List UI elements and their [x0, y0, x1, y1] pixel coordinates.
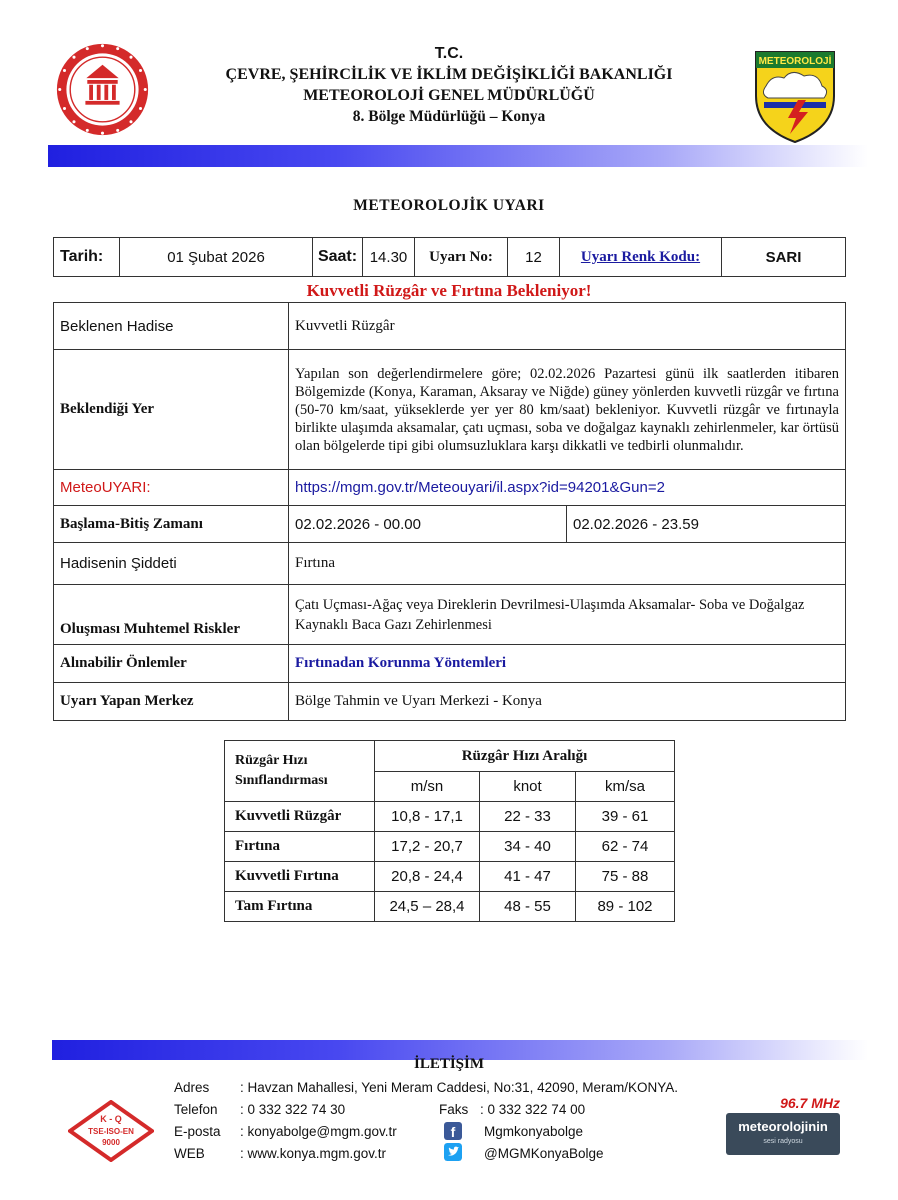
fax-label: Faks: [439, 1102, 469, 1117]
radio-subtitle: sesi radyosu: [763, 1138, 803, 1145]
meteo-warning-label: MeteoUYARI:: [54, 470, 289, 506]
cert-line1: K - Q: [100, 1114, 122, 1124]
header-ministry: ÇEVRE, ŞEHİRCİLİK VE İKLİM DEĞİŞİKLİĞİ BAKANLIĞI: [225, 66, 673, 83]
radio-frequency: 96.7 MHz: [780, 1095, 840, 1111]
measures-label: Alınabilir Önlemler: [54, 645, 289, 683]
info-table: [53, 237, 846, 277]
address-label: Adres: [174, 1080, 210, 1095]
web-label: WEB: [174, 1146, 205, 1161]
tse-iso-certificate-logo: [68, 1100, 154, 1162]
web-value[interactable]: : www.konya.mgm.gov.tr: [240, 1146, 387, 1161]
color-code-label: Uyarı Renk Kodu:: [560, 238, 722, 277]
wind-range-header: Rüzgâr Hızı Aralığı: [375, 741, 675, 772]
wind-cell: 39 - 61: [576, 802, 675, 832]
wind-col-header: km/sa: [576, 772, 675, 802]
radio-name: meteorolojinin: [738, 1119, 828, 1134]
twitter-handle[interactable]: @MGMKonyaBolge: [484, 1146, 604, 1161]
wind-cell: 17,2 - 20,7: [375, 832, 480, 862]
location-value: Yapılan son değerlendirmelere göre; 02.02.2026 Pazartesi günü ilk saatlerden itibaren Bölgemizde (Konya, Karaman, Aksaray ve Niğde) güney yönlerden kuvvetli rüzgâr ve fırtına (50-70 km/saat, yükseklerde yer yer 80 km/saat) bekleniyor. Kuvvetli rüzgâr ve fırtınayla birlikte ulaşımda aksamalar, çatı uçması, soba ve doğalgaz kaynaklı zehirlenmeler, kar örtüsü olan bölgelerde tipi gibi olumsuzluklara karşı dikkatli ve tedbirli olunmalıdır.: [289, 350, 846, 470]
address-value: : Havzan Mahallesi, Yeni Meram Caddesi, No:31, 42090, Meram/KONYA.: [240, 1080, 678, 1095]
wind-cell: 75 - 88: [576, 862, 675, 892]
wind-classification-table: [224, 740, 675, 922]
header-region: 8. Bölge Müdürlüğü – Konya: [352, 108, 546, 125]
severity-label: Hadisenin Şiddeti: [54, 543, 289, 585]
time-label: Saat:: [313, 238, 363, 277]
measures-link[interactable]: Fırtınadan Korunma Yöntemleri: [289, 645, 846, 683]
header-tc: T.C.: [434, 45, 464, 62]
wind-cell: 89 - 102: [576, 892, 675, 922]
wind-cell: 20,8 - 24,4: [375, 862, 480, 892]
fax-value: : 0 332 322 74 00: [480, 1102, 586, 1117]
event-label: Beklenen Hadise: [54, 303, 289, 350]
header-directorate: METEOROLOJİ GENEL MÜDÜRLÜĞÜ: [303, 87, 595, 104]
period-end: 02.02.2026 - 23.59: [573, 515, 699, 533]
logo-text: METEOROLOJİ: [758, 56, 832, 67]
wind-cell: 48 - 55: [480, 892, 576, 922]
wind-row-name: Kuvvetli Fırtına: [225, 862, 375, 892]
alert-headline: Kuvvetli Rüzgâr ve Fırtına Bekleniyor!: [306, 281, 592, 300]
footer-title: İLETİŞİM: [413, 1056, 485, 1072]
wind-cell: 41 - 47: [480, 862, 576, 892]
period-start: 02.02.2026 - 00.00: [289, 506, 567, 542]
wind-corner-header: Rüzgâr Hızı Sınıflandırması: [225, 741, 375, 802]
detail-table: [53, 302, 846, 721]
meteoroloji-logo: [752, 48, 838, 144]
wind-col-header: m/sn: [375, 772, 480, 802]
email-value[interactable]: : konyabolge@mgm.gov.tr: [240, 1124, 397, 1139]
wind-cell: 10,8 - 17,1: [375, 802, 480, 832]
meteo-warning-link[interactable]: https://mgm.gov.tr/Meteouyari/il.aspx?id=94201&Gun=2: [289, 470, 846, 506]
center-label: Uyarı Yapan Merkez: [54, 683, 289, 721]
wind-cell: 22 - 33: [480, 802, 576, 832]
cert-line3: 9000: [102, 1138, 120, 1147]
wind-row-name: Fırtına: [225, 832, 375, 862]
date-value: 01 Şubat 2026: [120, 238, 313, 277]
header-gradient-bar: [48, 145, 868, 167]
cert-line2: TSE-ISO-EN: [88, 1127, 134, 1136]
wind-col-header: knot: [480, 772, 576, 802]
wind-cell: 24,5 – 28,4: [375, 892, 480, 922]
phone-label: Telefon: [174, 1102, 218, 1117]
email-label: E-posta: [174, 1124, 221, 1139]
color-code-value: SARI: [722, 238, 846, 277]
facebook-handle[interactable]: Mgmkonyabolge: [484, 1124, 584, 1139]
center-value: Bölge Tahmin ve Uyarı Merkezi - Konya: [289, 683, 846, 721]
wind-row-name: Tam Fırtına: [225, 892, 375, 922]
risks-value: Çatı Uçması-Ağaç veya Direklerin Devrilmesi-Ulaşımda Aksamalar- Soba ve Doğalgaz Kaynaklı Baca Gazı Zehirlenmesi: [289, 585, 846, 645]
time-value: 14.30: [363, 238, 415, 277]
warning-no-label: Uyarı No:: [415, 238, 508, 277]
warning-no-value: 12: [508, 238, 560, 277]
document-title: METEOROLOJİK UYARI: [353, 197, 545, 214]
radio-logo: [726, 1113, 840, 1155]
period-label: Başlama-Bitiş Zamanı: [54, 506, 289, 543]
twitter-icon[interactable]: [444, 1143, 462, 1161]
phone-value: : 0 332 322 74 30: [240, 1102, 346, 1117]
severity-value: Fırtına: [289, 543, 846, 585]
event-value: Kuvvetli Rüzgâr: [289, 303, 846, 350]
wind-cell: 62 - 74: [576, 832, 675, 862]
facebook-icon[interactable]: f: [444, 1122, 462, 1140]
risks-label: Oluşması Muhtemel Riskler: [54, 585, 289, 645]
wind-cell: 34 - 40: [480, 832, 576, 862]
wind-row-name: Kuvvetli Rüzgâr: [225, 802, 375, 832]
location-label: Beklendiği Yer: [54, 350, 289, 470]
date-label: Tarih:: [54, 238, 120, 277]
